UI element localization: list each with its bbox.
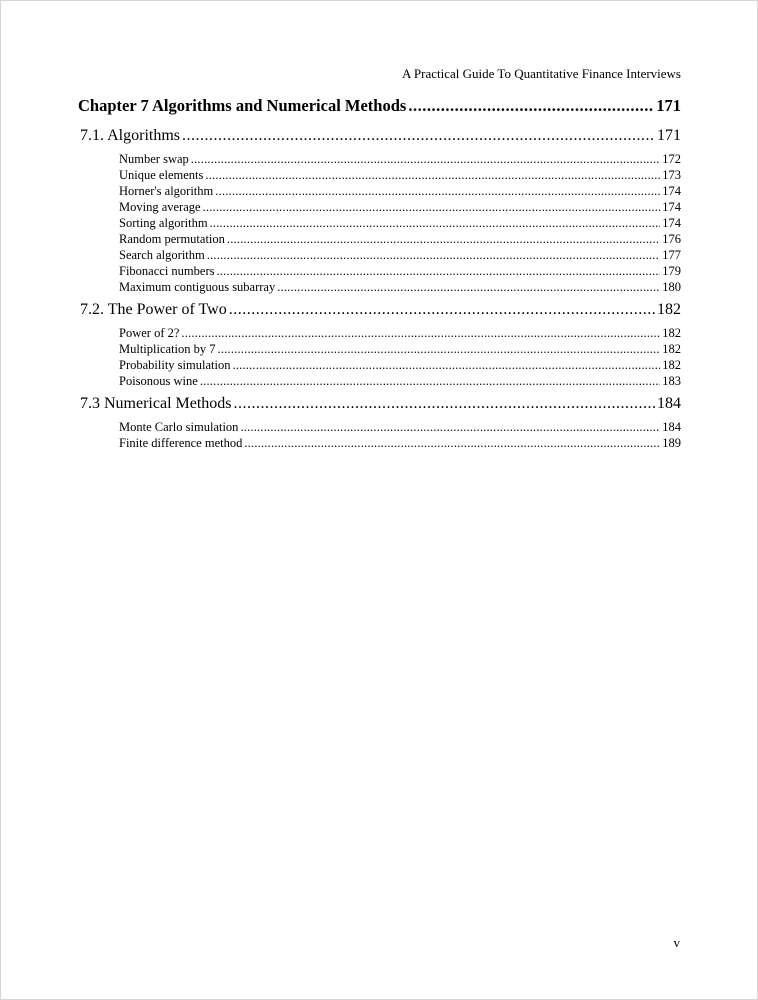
dot-leader — [203, 199, 661, 215]
dot-leader — [240, 419, 660, 435]
table-of-contents — [78, 96, 681, 457]
entry-list — [119, 151, 681, 295]
dot-leader — [191, 151, 660, 167]
dot-leader — [216, 263, 660, 279]
entry-page-number: 176 — [662, 232, 681, 246]
section-title: 7.1. Algorithms — [80, 127, 181, 144]
section-numerical-methods — [80, 395, 681, 451]
section-page-number: 182 — [657, 301, 681, 318]
dot-leader — [234, 395, 655, 413]
dot-leader — [232, 357, 660, 373]
section-algorithms — [80, 127, 681, 295]
page-number: v — [673, 935, 680, 950]
entry-title: Multiplication by 7 — [119, 342, 216, 356]
entry-title: Fibonacci numbers — [119, 264, 215, 278]
dot-leader — [408, 96, 654, 116]
dot-leader — [210, 215, 661, 231]
toc-entry[interactable] — [119, 279, 681, 295]
entry-title: Poisonous wine — [119, 374, 198, 388]
entry-page-number: 172 — [662, 152, 681, 166]
chapter-page-number: 171 — [656, 96, 681, 115]
entry-page-number: 180 — [662, 280, 681, 294]
section-title: 7.2. The Power of Two — [80, 301, 227, 318]
entry-title: Search algorithm — [119, 248, 205, 262]
entry-title: Random permutation — [119, 232, 225, 246]
entry-title: Maximum contiguous subarray — [119, 280, 276, 294]
dot-leader — [207, 247, 661, 263]
toc-entry[interactable] — [119, 341, 681, 357]
entry-title: Horner's algorithm — [119, 184, 214, 198]
entry-list — [119, 325, 681, 389]
entry-page-number: 182 — [662, 326, 681, 340]
entry-page-number: 183 — [662, 374, 681, 388]
dot-leader — [182, 127, 655, 145]
entry-title: Number swap — [119, 152, 189, 166]
section-heading[interactable] — [80, 127, 681, 148]
chapter-heading[interactable] — [78, 96, 681, 118]
toc-entry[interactable] — [119, 151, 681, 167]
entry-title: Moving average — [119, 200, 201, 214]
entry-page-number: 182 — [662, 358, 681, 372]
entry-title: Finite difference method — [119, 436, 243, 450]
entry-title: Monte Carlo simulation — [119, 420, 239, 434]
entry-title: Unique elements — [119, 168, 204, 182]
entry-list — [119, 419, 681, 451]
section-heading[interactable] — [80, 395, 681, 416]
toc-entry[interactable] — [119, 231, 681, 247]
entry-page-number: 182 — [662, 342, 681, 356]
toc-entry[interactable] — [119, 435, 681, 451]
entry-page-number: 174 — [662, 216, 681, 230]
entry-page-number: 177 — [662, 248, 681, 262]
toc-entry[interactable] — [119, 199, 681, 215]
entry-page-number: 189 — [662, 436, 681, 450]
dot-leader — [227, 231, 660, 247]
dot-leader — [218, 341, 661, 357]
toc-entry[interactable] — [119, 247, 681, 263]
entry-page-number: 173 — [662, 168, 681, 182]
section-page-number: 184 — [657, 395, 681, 412]
toc-entry[interactable] — [119, 263, 681, 279]
chapter-title: Chapter 7 Algorithms and Numerical Methods — [78, 96, 407, 115]
section-title: 7.3 Numerical Methods — [80, 395, 232, 412]
toc-entry[interactable] — [119, 357, 681, 373]
entry-title: Probability simulation — [119, 358, 231, 372]
entry-page-number: 179 — [662, 264, 681, 278]
dot-leader — [200, 373, 660, 389]
dot-leader — [277, 279, 660, 295]
entry-page-number: 174 — [662, 184, 681, 198]
toc-entry[interactable] — [119, 183, 681, 199]
toc-entry[interactable] — [119, 373, 681, 389]
entry-title: Sorting algorithm — [119, 216, 208, 230]
toc-entry[interactable] — [119, 167, 681, 183]
toc-entry[interactable] — [119, 215, 681, 231]
section-heading[interactable] — [80, 301, 681, 322]
toc-entry[interactable] — [119, 325, 681, 341]
entry-title: Power of 2? — [119, 326, 180, 340]
toc-entry[interactable] — [119, 419, 681, 435]
section-power-of-two — [80, 301, 681, 389]
running-header: A Practical Guide To Quantitative Finance Interviews — [402, 66, 681, 81]
section-page-number: 171 — [657, 127, 681, 144]
dot-leader — [244, 435, 660, 451]
entry-page-number: 184 — [662, 420, 681, 434]
dot-leader — [229, 301, 655, 319]
dot-leader — [205, 167, 660, 183]
entry-page-number: 174 — [662, 200, 681, 214]
dot-leader — [215, 183, 660, 199]
dot-leader — [181, 325, 660, 341]
